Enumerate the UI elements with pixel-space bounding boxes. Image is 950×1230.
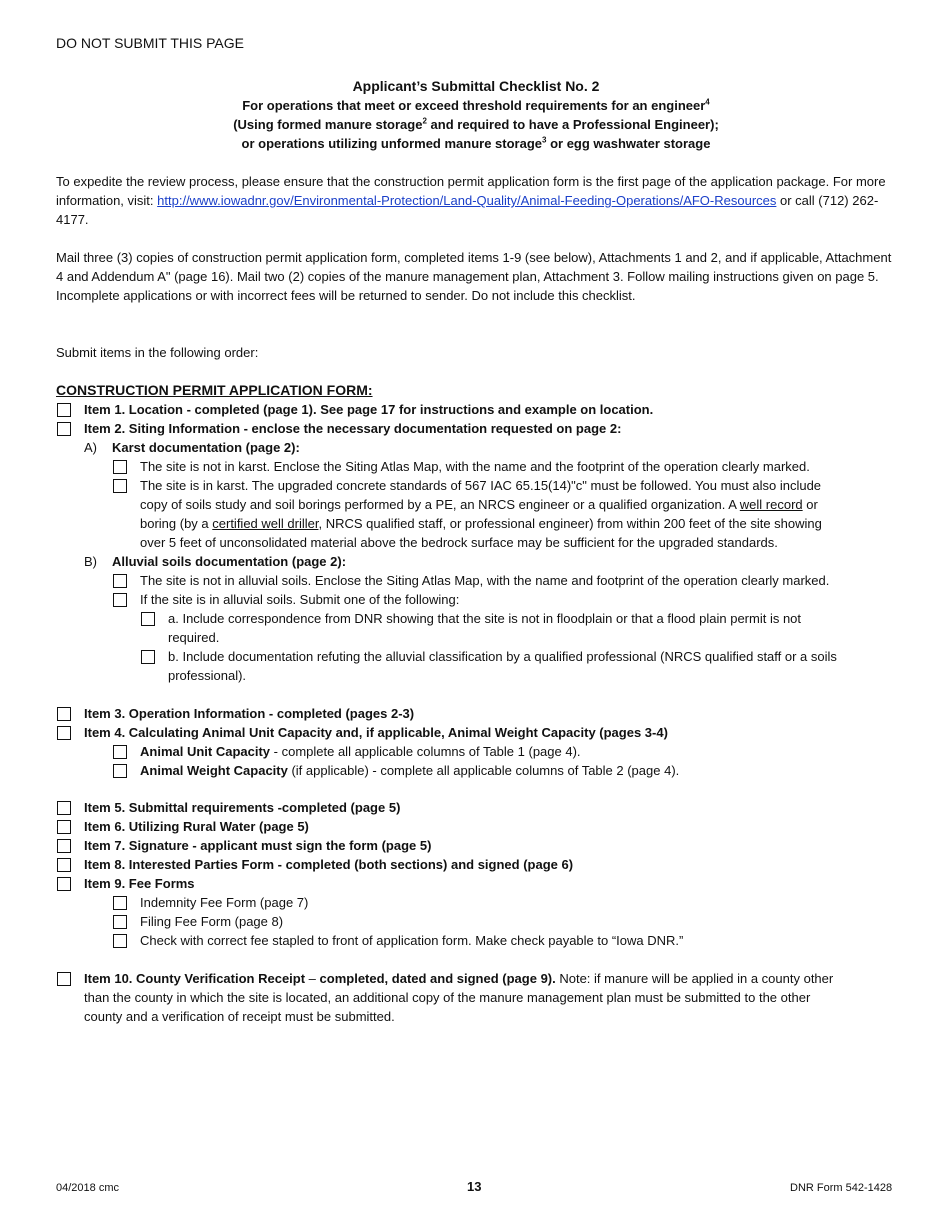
item10-line-1: Item 10. County Verification Receipt – completed, dated and signed (page 9). Note: if manure will be applied in a county other [84,971,834,986]
subtitle-line-3: or operations utilizing unformed manure storage$^3$ or egg washwater storage [241,135,711,151]
filing-fee-label: Filing Fee Form (page 8) [140,914,284,929]
karst-in-karst-line-1: The site is in karst. The upgraded concrete standards of 567 IAC 65.15(14)"c" must be followed. You must also include [140,478,822,493]
item6-checkbox[interactable] [57,820,71,834]
karst-not-in-karst-label: The site is not in karst. Enclose the Siting Atlas Map, with the name and the footprint of the operation clearly marked. [140,459,810,474]
checklist-title-block [56,76,896,153]
item10-checkbox[interactable] [57,972,71,986]
subtitle-line-2: (Using formed manure storage$^2$ and required to have a Professional Engineer); [233,116,719,132]
karst-not-in-karst-checkbox[interactable] [113,460,127,474]
alluvial-label-letter: B) [84,554,97,569]
subtitle-line-1: For operations that meet or exceed threshold requirements for an engineer$^4$ [242,97,710,113]
alluvial-option-a-line-1: a. Include correspondence from DNR showing that the site is not in floodplain or that a flood plain permit is not [168,611,802,626]
item5-checkbox[interactable] [57,801,71,815]
karst-in-karst-line-2: copy of soils study and soil borings performed by a PE, an NRCS engineer or a qualified organization. A well record or [140,497,818,512]
alluvial-not-in-soils-label: The site is not in alluvial soils. Enclose the Siting Atlas Map, with the name and footprint of the operation clearly marked. [140,573,830,588]
intro-paragraph-2: Mail three (3) copies of construction permit application form, completed items 1-9 (see below), Attachments 1 and 2, and if applicable, Attachment 4 and Addendum A" (page 16). Mail two (2) copies of the manure management plan, Attachment 3. Follow mailing instructions given on page 5. Incomplete applications or with incorrect fees will be returned to sender. Do not include this checklist. [56,250,892,303]
item5-label: Item 5. Submittal requirements -completed (page 5) [84,800,401,815]
item8-checkbox[interactable] [57,858,71,872]
do-not-submit-notice: DO NOT SUBMIT THIS PAGE [56,35,244,51]
fee-check-checkbox[interactable] [113,934,127,948]
alluvial-in-soils-checkbox[interactable] [113,593,127,607]
item4-checkbox[interactable] [57,726,71,740]
page-number: 13 [467,1179,482,1194]
item9-checkbox[interactable] [57,877,71,891]
afo-resources-link[interactable]: http://www.iowadnr.gov/Environmental-Protection/Land-Quality/Animal-Feeding-Operations/AFO-Resources [157,193,777,208]
footnote-2: 2 [422,116,427,126]
footer-revision: 04/2018 cmc [56,1182,119,1194]
alluvial-option-b-line-2: professional). [168,668,247,683]
alluvial-in-soils-label: If the site is in alluvial soils. Submit one of the following: [140,592,460,607]
item2-checkbox[interactable] [57,422,71,436]
section-title: CONSTRUCTION PERMIT APPLICATION FORM: [56,382,373,398]
item2-label: Item 2. Siting Information - enclose the necessary documentation requested on page 2: [84,421,622,436]
footer-form-number: DNR Form 542-1428 [790,1182,893,1194]
animal-unit-capacity-checkbox[interactable] [113,745,127,759]
item4-label: Item 4. Calculating Animal Unit Capacity and, if applicable, Animal Weight Capacity (pages 3-4) [84,725,668,740]
animal-weight-capacity-label: Animal Weight Capacity (if applicable) - complete all applicable columns of Table 2 (page 4). [140,763,680,778]
alluvial-option-b-checkbox[interactable] [141,650,155,664]
alluvial-option-a-checkbox[interactable] [141,612,155,626]
item7-checkbox[interactable] [57,839,71,853]
item3-label: Item 3. Operation Information - completed (pages 2-3) [84,706,415,721]
fee-check-label: Check with correct fee stapled to front of application form. Make check payable to “Iowa DNR.” [140,933,684,948]
indemnity-fee-label: Indemnity Fee Form (page 7) [140,895,309,910]
filing-fee-checkbox[interactable] [113,915,127,929]
item10-line-2: than the county in which the site is located, an additional copy of the manure management plan must be submitted to the other [84,990,811,1005]
karst-label-letter: A) [84,440,97,455]
item8-label: Item 8. Interested Parties Form - completed (both sections) and signed (page 6) [84,857,574,872]
alluvial-not-in-soils-checkbox[interactable] [113,574,127,588]
alluvial-option-a-line-2: required. [168,630,220,645]
footnote-3: 3 [542,135,547,145]
item9-label: Item 9. Fee Forms [84,876,195,891]
footnote-4: 4 [705,97,710,107]
intro-paragraph-3: Submit items in the following order: [56,345,259,360]
item1-label: Item 1. Location - completed (page 1). See page 17 for instructions and example on location. [84,402,654,417]
alluvial-heading: Alluvial soils documentation (page 2): [112,554,347,569]
karst-in-karst-line-4: over 5 feet of unconsolidated material above the bedrock surface may be sufficient for the upgraded standards. [140,535,778,550]
intro-paragraph-1: To expedite the review process, please ensure that the construction permit application form is the first page of the application package. For more information, visit: http://www.iowadnr.gov/Environmental-Protection/Land-Quality/Animal-Feeding-Operations/AFO-Resources or call (712) 262-4177. [56,174,886,227]
karst-heading: Karst documentation (page 2): [112,440,300,455]
item3-checkbox[interactable] [57,707,71,721]
item1-checkbox[interactable] [57,403,71,417]
item10-line-3: county and a verification of receipt must be submitted. [84,1009,395,1024]
indemnity-fee-checkbox[interactable] [113,896,127,910]
animal-unit-capacity-label: Animal Unit Capacity - complete all applicable columns of Table 1 (page 4). [140,744,581,759]
item6-label: Item 6. Utilizing Rural Water (page 5) [84,819,309,834]
animal-weight-capacity-checkbox[interactable] [113,764,127,778]
karst-in-karst-checkbox[interactable] [113,479,127,493]
alluvial-option-b-line-1: b. Include documentation refuting the alluvial classification by a qualified professional (NRCS qualified staff or a soils [168,649,837,664]
karst-in-karst-line-3: boring (by a certified well driller, NRCS qualified staff, or professional engineer) from within 200 feet of the site showing [140,516,822,531]
item7-label: Item 7. Signature - applicant must sign the form (page 5) [84,838,432,853]
page-title: Applicant’s Submittal Checklist No. 2 [352,78,600,94]
